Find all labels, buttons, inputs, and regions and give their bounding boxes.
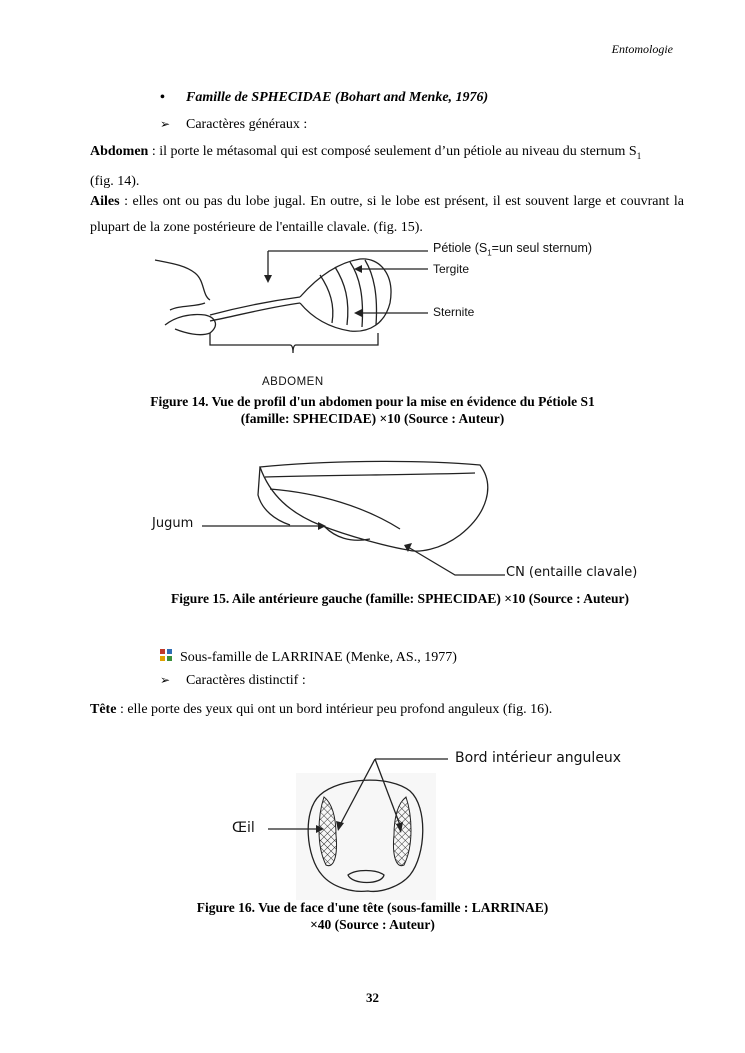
label-oeil: Œil bbox=[232, 820, 255, 836]
label-bord-interieur: Bord intérieur anguleux bbox=[455, 750, 622, 766]
figure-16-head-drawing bbox=[260, 745, 620, 905]
label-petiole: Pétiole ($S_1=un$ seul sternum) bbox=[433, 241, 593, 258]
section-title-sphecidae: • Famille de SPHECIDAE (Bohart and Menke, 1976) bbox=[160, 90, 489, 105]
paragraph-tete: Tête : elle porte des yeux qui ont un bord intérieur peu profond anguleux (fig. 16). bbox=[90, 702, 553, 717]
label-sternite: Sternite bbox=[433, 305, 475, 319]
subheading-caracteres-distinctif: ➢ Caractères distinctif : bbox=[160, 673, 306, 688]
label-abdomen: ABDOMEN bbox=[262, 376, 324, 388]
bullet-dot-icon: • bbox=[160, 90, 165, 105]
arrow-bullet-icon: ➢ bbox=[160, 673, 171, 687]
label-jugum: Jugum bbox=[152, 516, 194, 531]
page-number: 32 bbox=[366, 990, 379, 1005]
arrow-bullet-icon: ➢ bbox=[160, 117, 171, 131]
paragraph-abdomen: Abdomen : il porte le métasomal qui est composé seulement d’un pétiole au niveau du sternum $S_1$ (fig. 14). bbox=[90, 144, 642, 189]
section-title-larrinae: Sous-famille de LARRINAE (Menke, AS., 1977) bbox=[160, 649, 457, 666]
label-tergite: Tergite bbox=[433, 262, 470, 276]
figure-14-caption: Figure 14. Vue de profil d'un abdomen pour la mise en évidence du Pétiole S1 (famille: SPHECIDAE) ×10 (Source : Auteur) bbox=[150, 394, 595, 426]
paragraph-ailes: Ailes : elles ont ou pas du lobe jugal. En outre, si le lobe est présent, il est souvent large et couvrant la plupart de la zone postérieure de l'entaille clavale. (fig. 15). bbox=[90, 194, 684, 235]
label-cn: CN (entaille clavale) bbox=[506, 565, 638, 580]
subheading-caracteres-generaux: ➢ Caractères généraux : bbox=[160, 117, 308, 132]
figure-15-caption: Figure 15. Aile antérieure gauche (famille: SPHECIDAE) ×10 (Source : Auteur) bbox=[170, 591, 629, 606]
quad-bullet-icon bbox=[160, 649, 180, 666]
running-header: Entomologie bbox=[611, 42, 673, 56]
figure-14-abdomen-drawing bbox=[150, 245, 630, 390]
figure-16-caption: Figure 16. Vue de face d'une tête (sous-famille : LARRINAE) ×40 (Source : Auteur) bbox=[196, 900, 549, 932]
